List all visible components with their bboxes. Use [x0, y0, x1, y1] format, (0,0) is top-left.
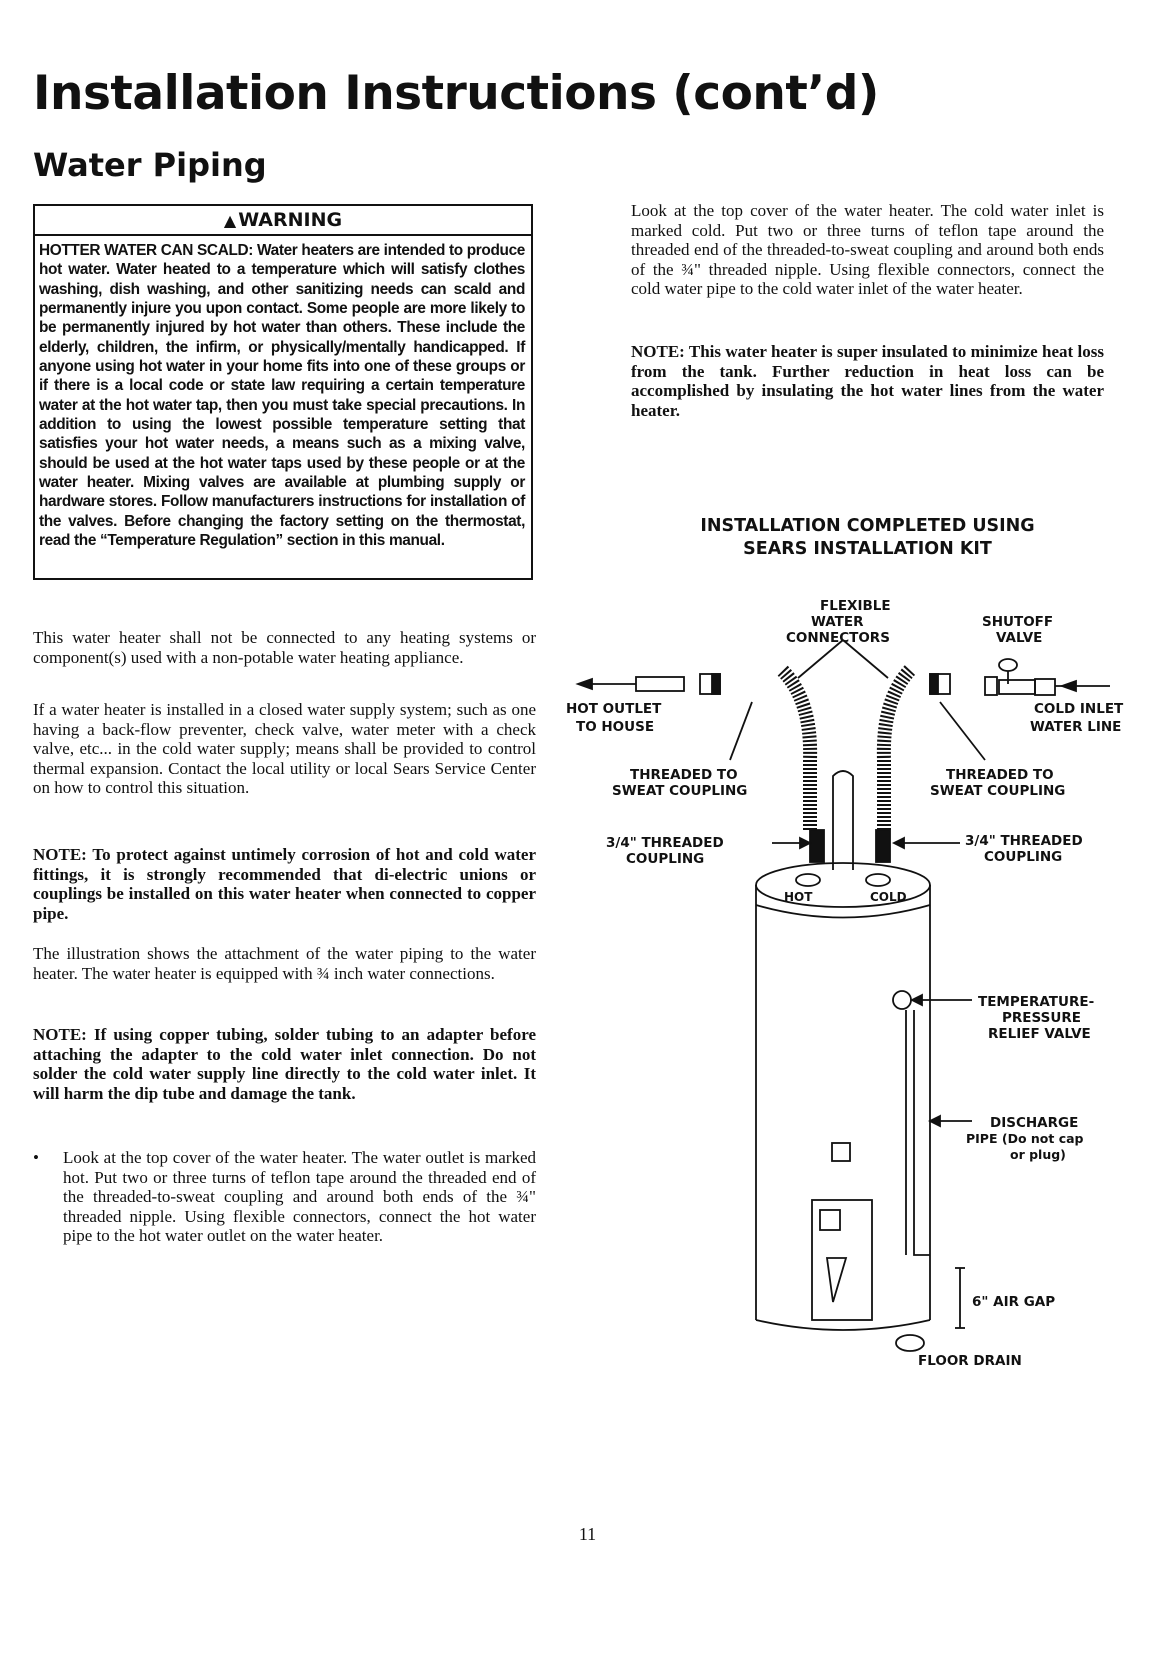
shutoff-valve-handle	[999, 659, 1017, 671]
warning-triangle-icon: ▲	[223, 211, 237, 230]
air-gap-label: 6" AIR GAP	[972, 1294, 1056, 1310]
tts-right-label-1: THREADED TO	[946, 767, 1054, 783]
flexible-connector-left	[782, 670, 810, 830]
paragraph-thermal-expansion: If a water heater is installed in a closed water supply system; such as one having a back-flow preventer, check valve, water meter with a check valve, etc... in the cold water supply; means shall be provided to control thermal expansion. Contact the local utility or local Sears Service Center on how to control this situation.	[33, 700, 536, 797]
tc-left-label-2: COUPLING	[626, 851, 705, 867]
shutoff-valve-body	[985, 677, 997, 695]
paragraph-non-potable: This water heater shall not be connected to any heating systems or component(s) used with a non-potable water heating appliance.	[33, 628, 536, 667]
floor-drain	[896, 1335, 924, 1351]
heater-bottom	[756, 1320, 930, 1330]
bullet-hot-outlet	[33, 1148, 536, 1246]
note-dielectric: NOTE: To protect against untimely corrosion of hot and cold water fittings, it is strongly recommended that di-electric unions or couplings be installed on this water heater when connected to copper pipe.	[33, 845, 536, 923]
gas-control-panel	[812, 1200, 872, 1320]
tc-right-label-1: 3/4" THREADED	[965, 833, 1083, 849]
shutoff-label-2: VALVE	[996, 630, 1043, 646]
cold-inlet-arrowhead	[1062, 681, 1076, 691]
hot-outlet-label-1: HOT OUTLET	[566, 701, 662, 717]
control-knob	[820, 1210, 840, 1230]
kit-title-line1: INSTALLATION COMPLETED USING	[700, 516, 1035, 536]
tts-left-pointer	[730, 702, 752, 760]
page-number: 11	[578, 1524, 597, 1544]
kit-title-line2: SEARS INSTALLATION KIT	[743, 539, 992, 559]
warning-box	[33, 204, 533, 580]
hot-outlet-arrowhead	[578, 679, 592, 689]
flexible-label-2: WATER	[811, 614, 864, 630]
paragraph-cold-inlet: Look at the top cover of the water heater. The cold water inlet is marked cold. Put two or three turns of teflon tape around the threaded end of the threaded-to-sweat coupling and around both ends of the ¾" threaded nipple. Using flexible connectors, connect the cold water pipe to the cold water inlet of the water heater.	[631, 201, 1104, 298]
cold-label: COLD	[870, 890, 907, 904]
discharge-pipe-right	[914, 1010, 930, 1255]
discharge-label-3: or plug)	[1010, 1147, 1066, 1162]
tp-label-1: TEMPERATURE-	[978, 994, 1095, 1010]
warning-text: HOTTER WATER CAN SCALD: Water heaters are intended to produce hot water. Water heated to a temperature which will satisfy clothes washing, dish washing, and other sanitizing needs can scald and permanently injure you upon contact. Some people are more likely to be permanently injured by hot water than others. These include the elderly, children, the infirm, or physically/mentally handicapped. If anyone using hot water in your home fits into one of these groups or if there is a local code or state law requiring a certain temperature water at the hot water tap, then you must take special precautions. In addition to using the lowest possible temperature setting that satisfies your hot water needs, a means such as a mixing valve, should be used at the hot water taps used by these people or at the water heater. Mixing valves are available at plumbing supply or hardware stores. Follow manufacturers instructions for installation of the valves. Before changing the factory setting on the thermostat, read the “Temperature Regulation” section in this manual.	[39, 242, 525, 550]
flexible-label-3: CONNECTORS	[786, 630, 890, 646]
element-access-cover	[832, 1143, 850, 1161]
discharge-label-1: DISCHARGE	[990, 1115, 1079, 1131]
right-threaded-coupling	[876, 830, 890, 862]
installation-diagram	[560, 590, 1140, 1390]
hot-outlet-label-2: TO HOUSE	[576, 719, 655, 735]
page-title: Installation Instructions (cont’d)	[33, 66, 879, 121]
cold-inlet-label-2: WATER LINE	[1030, 719, 1122, 735]
left-threaded-coupling	[810, 830, 824, 862]
tp-label-3: RELIEF VALVE	[988, 1026, 1091, 1042]
control-arrow	[827, 1258, 846, 1302]
kit-title	[631, 515, 1104, 561]
tts-left-label-1: THREADED TO	[630, 767, 738, 783]
floor-drain-label: FLOOR DRAIN	[918, 1353, 1022, 1369]
cold-port	[866, 874, 890, 886]
note-insulation: NOTE: This water heater is super insulated to minimize heat loss from the tank. Further reduction in heat loss can be accomplished by insulating the hot water lines from the water heater.	[631, 342, 1104, 420]
flexible-connector-right	[884, 670, 910, 830]
note-copper-tubing: NOTE: If using copper tubing, solder tubing to an adapter before attaching the adapter to the cold water inlet connection. Do not solder the cold water supply line directly to the cold water inlet. It will harm the dip tube and damage the tank.	[33, 1025, 536, 1103]
hot-port	[796, 874, 820, 886]
bullet-marker: •	[33, 1148, 39, 1167]
tc-left-label-1: 3/4" THREADED	[606, 835, 724, 851]
warning-heading-text: WARNING	[238, 209, 343, 231]
bullet-text: Look at the top cover of the water heater. The water outlet is marked hot. Put two or three turns of teflon tape around the threaded end of the threaded-to-sweat coupling and around both ends of the ¾" threaded nipple. Using flexible connectors, connect the hot water pipe to the hot water outlet on the water heater.	[63, 1148, 536, 1245]
paragraph-illustration: The illustration shows the attachment of the water piping to the water heater. The water heater is equipped with ¾ inch water connections.	[33, 944, 536, 983]
hot-label: HOT	[784, 890, 813, 904]
cold-inlet-pipe	[999, 680, 1035, 694]
tts-left-label-2: SWEAT COUPLING	[612, 783, 748, 799]
anode-rod	[833, 771, 853, 870]
warning-heading	[35, 206, 531, 236]
cold-inlet-label-1: COLD INLET	[1034, 701, 1124, 717]
tts-right-label-2: SWEAT COUPLING	[930, 783, 1066, 799]
shutoff-label-1: SHUTOFF	[982, 614, 1054, 630]
hot-outlet-pipe	[636, 677, 684, 691]
discharge-label-2: PIPE (Do not cap	[966, 1131, 1084, 1146]
flexible-label-1: FLEXIBLE	[820, 598, 891, 614]
section-title: Water Piping	[33, 146, 267, 184]
tts-right-pointer	[940, 702, 985, 760]
tc-right-label-2: COUPLING	[984, 849, 1063, 865]
tp-valve	[893, 991, 911, 1009]
cold-inlet-fitting	[1035, 679, 1055, 695]
tp-label-2: PRESSURE	[1002, 1010, 1081, 1026]
